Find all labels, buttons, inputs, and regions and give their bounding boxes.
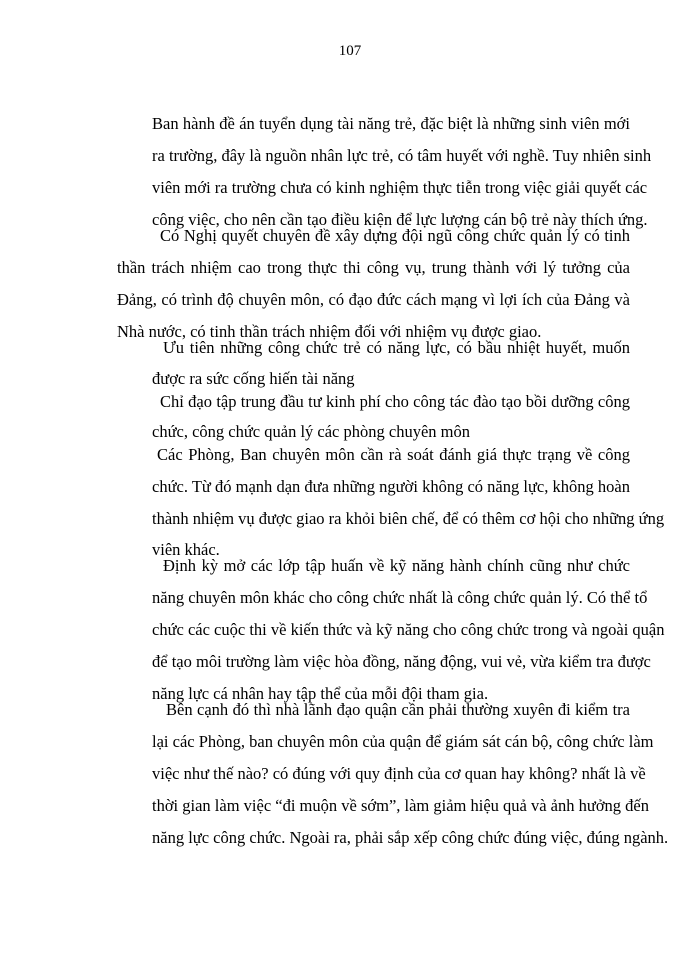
text-line: Có Nghị quyết chuyên đề xây dựng đội ngũ công chức quản lý có tinh bbox=[160, 226, 630, 245]
text-line: lại các Phòng, ban chuyên môn của quận để giám sát cán bộ, công chức làm bbox=[152, 732, 654, 751]
text-line: năng lực cá nhân hay tập thể của mỗi đội tham gia. bbox=[152, 684, 489, 703]
text-line: ra trường, đây là nguồn nhân lực trẻ, có tâm huyết với nghề. Tuy nhiên sinh bbox=[152, 146, 652, 165]
text-line: được ra sức cống hiến tài năng bbox=[152, 369, 355, 388]
text-line: Ban hành đề án tuyển dụng tài năng trẻ, đặc biệt là những sinh viên mới bbox=[152, 114, 630, 133]
text-line: Các Phòng, Ban chuyên môn cần rà soát đánh giá thực trạng về công bbox=[157, 445, 630, 464]
text-line: Định kỳ mở các lớp tập huấn về kỹ năng hành chính cũng như chức bbox=[163, 556, 630, 575]
text-line: năng chuyên môn khác cho công chức nhất là công chức quản lý. Có thể tổ bbox=[152, 588, 648, 607]
text-line: chức. Từ đó mạnh dạn đưa những người không có năng lực, không hoàn bbox=[152, 477, 630, 496]
text-line: việc như thế nào? có đúng với quy định của cơ quan hay không? nhất là về bbox=[152, 764, 646, 783]
text-line: viên mới ra trường chưa có kinh nghiệm thực tiễn trong việc giải quyết các bbox=[152, 178, 648, 197]
text-line: thần trách nhiệm cao trong thực thi công vụ, trung thành với lý tưởng của bbox=[117, 258, 630, 277]
text-line: chức các cuộc thi về kiến thức và kỹ năng cho công chức trong và ngoài quận bbox=[152, 620, 665, 639]
text-line: để tạo môi trường làm việc hòa đồng, năng động, vui vẻ, vừa kiểm tra được bbox=[152, 652, 651, 671]
text-line: công việc, cho nên cần tạo điều kiện để lực lượng cán bộ trẻ này thích ứng. bbox=[152, 210, 648, 229]
text-line: Ưu tiên những công chức trẻ có năng lực, có bầu nhiệt huyết, muốn bbox=[163, 338, 630, 357]
page-number: 107 bbox=[338, 43, 362, 59]
text-line: Chỉ đạo tập trung đầu tư kinh phí cho công tác đào tạo bồi dưỡng công bbox=[160, 392, 630, 411]
text-line: chức, công chức quản lý các phòng chuyên môn bbox=[152, 422, 470, 441]
text-line: thành nhiệm vụ được giao ra khỏi biên chế, để có thêm cơ hội cho những ứng bbox=[152, 509, 665, 528]
text-line: năng lực công chức. Ngoài ra, phải sắp xếp công chức đúng việc, đúng ngành. bbox=[152, 828, 669, 847]
text-line: viên khác. bbox=[152, 540, 220, 559]
text-line: Bên cạnh đó thì nhà lãnh đạo quận cần phải thường xuyên đi kiểm tra bbox=[166, 700, 630, 719]
text-line: thời gian làm việc “đi muộn về sớm”, làm giảm hiệu quả và ảnh hưởng đến bbox=[152, 796, 649, 815]
text-line: Nhà nước, có tinh thần trách nhiệm đối với nhiệm vụ được giao. bbox=[117, 322, 542, 341]
text-line: Đảng, có trình độ chuyên môn, có đạo đức cách mạng vì lợi ích của Đảng và bbox=[117, 290, 630, 309]
